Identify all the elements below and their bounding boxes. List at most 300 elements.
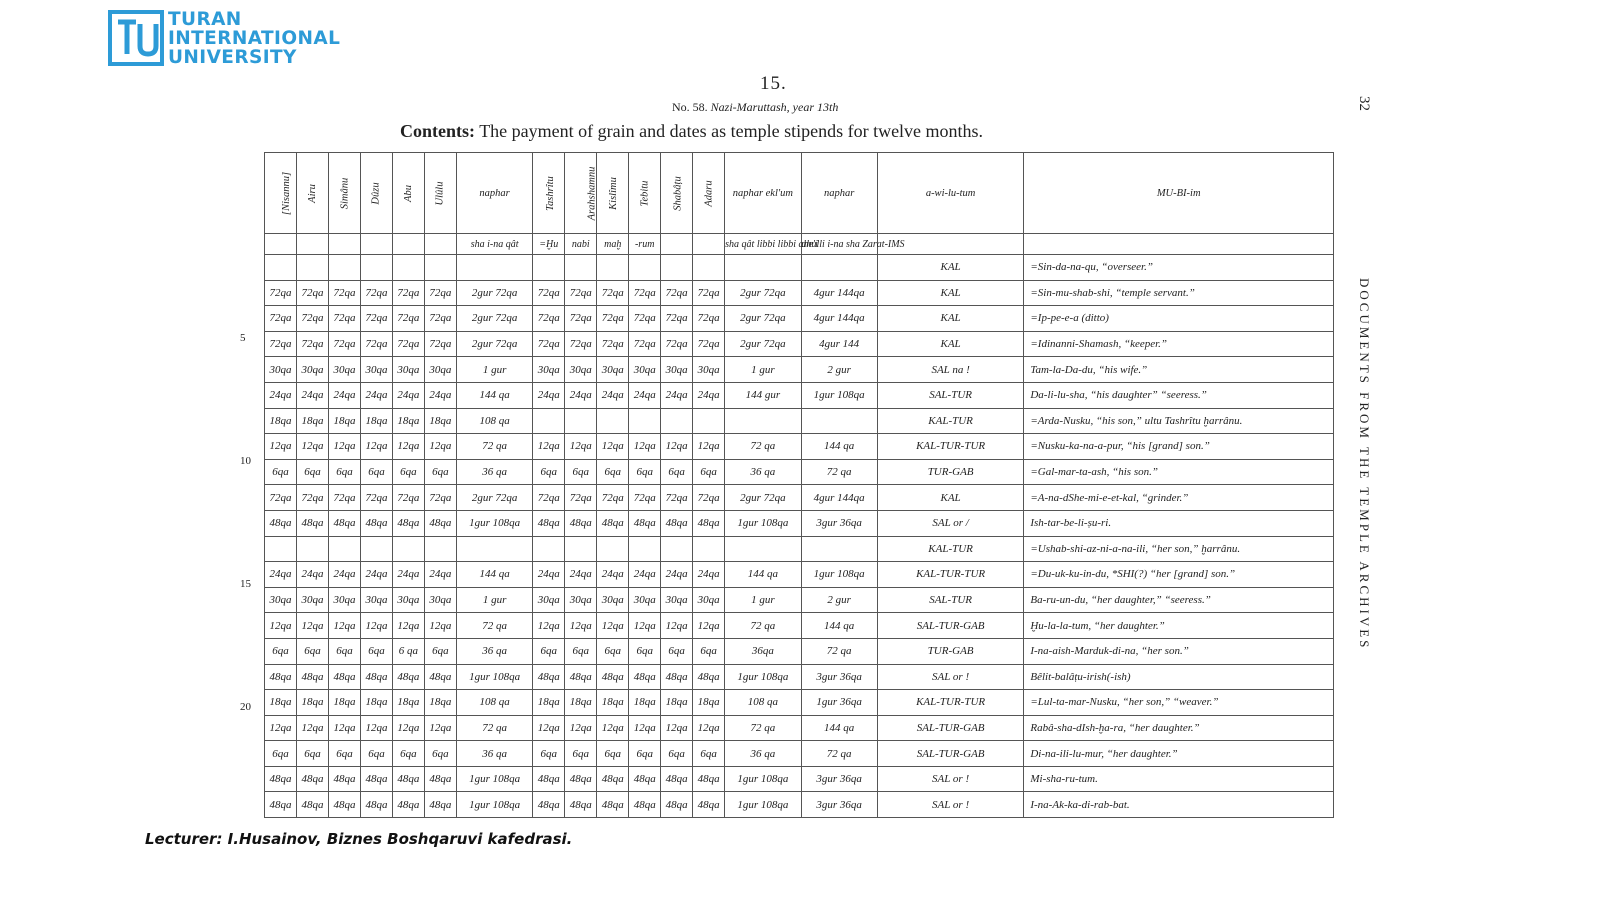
amount-cell xyxy=(328,255,360,281)
amount-cell: 72qa xyxy=(360,306,392,332)
subheader-row xyxy=(265,234,1334,255)
amount-cell xyxy=(456,536,532,562)
amount-cell: 24qa xyxy=(296,382,328,408)
amount-cell: 48qa xyxy=(661,510,693,536)
amount-cell xyxy=(533,255,565,281)
amount-cell xyxy=(629,536,661,562)
amount-cell: 48qa xyxy=(693,510,725,536)
amount-cell: 1 gur xyxy=(456,357,532,383)
amount-cell: 48qa xyxy=(265,766,297,792)
amount-cell: 48qa xyxy=(629,792,661,818)
amount-cell: 72 qa xyxy=(801,638,877,664)
side-running-title: DOCUMENTS FROM THE TEMPLE ARCHIVES xyxy=(1357,278,1372,651)
amount-cell: 30qa xyxy=(661,357,693,383)
amount-cell: 24qa xyxy=(360,562,392,588)
amount-cell: 12qa xyxy=(661,613,693,639)
contents-label: Contents: xyxy=(400,121,475,141)
amount-cell xyxy=(661,536,693,562)
amount-cell xyxy=(424,536,456,562)
column-header-label: Tashrîtu xyxy=(545,175,557,211)
amount-cell: 72qa xyxy=(296,331,328,357)
amount-cell xyxy=(424,255,456,281)
amount-cell: 48qa xyxy=(424,766,456,792)
amount-cell: 12qa xyxy=(629,715,661,741)
amount-cell: 6qa xyxy=(392,741,424,767)
amount-cell: 18qa xyxy=(629,690,661,716)
amount-cell: 1gur 108qa xyxy=(801,562,877,588)
table-row xyxy=(265,741,1334,767)
amount-cell: 18qa xyxy=(265,408,297,434)
amount-cell: 12qa xyxy=(328,715,360,741)
amount-cell: 72qa xyxy=(360,331,392,357)
amount-cell: 48qa xyxy=(296,766,328,792)
amount-cell xyxy=(533,536,565,562)
column-header xyxy=(328,153,360,234)
amount-cell: 12qa xyxy=(661,715,693,741)
amount-cell: 12qa xyxy=(693,715,725,741)
table-row xyxy=(265,638,1334,664)
amount-cell: 12qa xyxy=(265,715,297,741)
amount-cell: 1gur 108qa xyxy=(456,664,532,690)
amount-cell: 18qa xyxy=(565,690,597,716)
class-cell: SAL na ! xyxy=(877,357,1024,383)
amount-cell: 72 qa xyxy=(456,434,532,460)
amount-cell: 30qa xyxy=(296,357,328,383)
amount-cell: 24qa xyxy=(597,562,629,588)
amount-cell: 6qa xyxy=(328,638,360,664)
amount-cell: 18qa xyxy=(597,690,629,716)
amount-cell: 24qa xyxy=(693,382,725,408)
amount-cell: 48qa xyxy=(693,664,725,690)
amount-cell: 144 qa xyxy=(725,562,801,588)
amount-cell: 18qa xyxy=(265,690,297,716)
amount-cell: 72qa xyxy=(533,485,565,511)
amount-cell: 48qa xyxy=(360,510,392,536)
header-row xyxy=(265,153,1334,234)
amount-cell: 72qa xyxy=(661,485,693,511)
amount-cell: 30qa xyxy=(661,587,693,613)
amount-cell: 12qa xyxy=(533,434,565,460)
amount-cell: 6qa xyxy=(328,459,360,485)
person-cell: =Arda-Nusku, “his son,” ultu Tashrîtu ḫarrânu. xyxy=(1024,408,1334,434)
amount-cell: 30qa xyxy=(629,357,661,383)
amount-cell: 144 qa xyxy=(801,715,877,741)
person-cell: =A-na-dShe-mi-e-et-kal, “grinder.” xyxy=(1024,485,1334,511)
amount-cell: 24qa xyxy=(265,382,297,408)
column-header xyxy=(265,153,297,234)
column-subheader xyxy=(392,234,424,255)
amount-cell: 6qa xyxy=(296,459,328,485)
class-cell: KAL xyxy=(877,255,1024,281)
amount-cell: 6qa xyxy=(360,638,392,664)
amount-cell: 6qa xyxy=(533,459,565,485)
person-cell: =Sin-mu-shab-shi, “temple servant.” xyxy=(1024,280,1334,306)
amount-cell: 36 qa xyxy=(725,459,801,485)
amount-cell: 72 qa xyxy=(456,715,532,741)
amount-cell: 24qa xyxy=(597,382,629,408)
amount-cell: 1gur 108qa xyxy=(725,792,801,818)
amount-cell: 72qa xyxy=(629,280,661,306)
amount-cell: 24qa xyxy=(661,382,693,408)
doc-no-label: No. 58. xyxy=(672,100,708,114)
amount-cell: 6qa xyxy=(565,638,597,664)
column-header-label: MU-BI-im xyxy=(1156,187,1201,199)
amount-cell: 108 qa xyxy=(456,690,532,716)
amount-cell: 72qa xyxy=(296,485,328,511)
amount-cell: 48qa xyxy=(693,766,725,792)
amount-cell: 72 qa xyxy=(801,459,877,485)
amount-cell: 6qa xyxy=(360,459,392,485)
person-cell: =Ip-pe-e-a (ditto) xyxy=(1024,306,1334,332)
table-row xyxy=(265,485,1334,511)
amount-cell: 48qa xyxy=(597,766,629,792)
column-header-label: Dûzu xyxy=(370,181,382,205)
amount-cell: 24qa xyxy=(629,382,661,408)
line-number: 10 xyxy=(240,454,251,467)
amount-cell xyxy=(456,255,532,281)
amount-cell: 48qa xyxy=(424,792,456,818)
class-cell: KAL xyxy=(877,331,1024,357)
column-header-label: Adaru xyxy=(703,179,715,207)
column-header xyxy=(629,153,661,234)
column-subheader: -rum xyxy=(629,234,661,255)
amount-cell: 108 qa xyxy=(456,408,532,434)
amount-cell: 12qa xyxy=(296,434,328,460)
amount-cell: 24qa xyxy=(392,562,424,588)
amount-cell: 72qa xyxy=(661,331,693,357)
stipend-table xyxy=(264,152,1334,818)
logo-wordmark xyxy=(168,10,368,66)
page-number: 15. xyxy=(760,73,787,94)
amount-cell: 12qa xyxy=(629,613,661,639)
side-page-number: 32 xyxy=(1356,96,1372,111)
amount-cell: 48qa xyxy=(533,792,565,818)
amount-cell: 3gur 36qa xyxy=(801,792,877,818)
person-cell: Ḫu-la-la-tum, “her daughter.” xyxy=(1024,613,1334,639)
column-header-label: Arahshamnu xyxy=(586,166,598,220)
amount-cell: 30qa xyxy=(533,357,565,383)
column-header-label: Ulûlu xyxy=(434,181,446,205)
column-header xyxy=(693,153,725,234)
amount-cell: 1gur 108qa xyxy=(801,382,877,408)
amount-cell: 144 gur xyxy=(725,382,801,408)
amount-cell: 12qa xyxy=(328,613,360,639)
class-cell: SAL or / xyxy=(877,510,1024,536)
person-cell: =Gal-mar-ta-ash, “his son.” xyxy=(1024,459,1334,485)
amount-cell: 18qa xyxy=(533,690,565,716)
line-number: 20 xyxy=(240,700,251,713)
amount-cell: 48qa xyxy=(629,510,661,536)
column-header-label: Shabâṭu xyxy=(672,175,684,211)
column-header xyxy=(1024,153,1334,234)
amount-cell: 48qa xyxy=(392,792,424,818)
amount-cell: 12qa xyxy=(661,434,693,460)
amount-cell xyxy=(693,536,725,562)
amount-cell: 144 qa xyxy=(801,613,877,639)
amount-cell: 144 qa xyxy=(456,562,532,588)
class-cell: KAL xyxy=(877,306,1024,332)
amount-cell xyxy=(801,408,877,434)
amount-cell: 48qa xyxy=(565,766,597,792)
amount-cell: 18qa xyxy=(296,690,328,716)
column-header xyxy=(565,153,597,234)
amount-cell: 72qa xyxy=(533,280,565,306)
column-subheader xyxy=(328,234,360,255)
amount-cell: 48qa xyxy=(296,664,328,690)
amount-cell: 30qa xyxy=(629,587,661,613)
amount-cell: 48qa xyxy=(265,664,297,690)
amount-cell: 24qa xyxy=(629,562,661,588)
amount-cell: 6qa xyxy=(424,638,456,664)
column-subheader: sha qât libbi libbi ahe'i xyxy=(725,234,801,255)
amount-cell: 6qa xyxy=(565,459,597,485)
amount-cell: 24qa xyxy=(328,562,360,588)
class-cell: KAL xyxy=(877,280,1024,306)
column-subheader xyxy=(265,234,297,255)
column-header-label: Kislîmu xyxy=(608,176,620,210)
amount-cell xyxy=(725,255,801,281)
column-subheader xyxy=(360,234,392,255)
amount-cell: 12qa xyxy=(265,434,297,460)
class-cell: TUR-GAB xyxy=(877,638,1024,664)
lecturer-footer: Lecturer: I.Husainov, Biznes Boshqaruvi kafedrasi. xyxy=(145,830,573,848)
amount-cell: 12qa xyxy=(693,613,725,639)
amount-cell xyxy=(392,536,424,562)
table-row xyxy=(265,510,1334,536)
amount-cell: 30qa xyxy=(565,357,597,383)
amount-cell: 48qa xyxy=(265,510,297,536)
amount-cell: 18qa xyxy=(424,690,456,716)
amount-cell: 48qa xyxy=(296,510,328,536)
column-header xyxy=(533,153,565,234)
amount-cell xyxy=(801,255,877,281)
amount-cell: 30qa xyxy=(533,587,565,613)
document-number xyxy=(672,100,838,115)
amount-cell: 72qa xyxy=(296,280,328,306)
column-subheader xyxy=(1024,234,1334,255)
column-subheader: sha i-na qât xyxy=(456,234,532,255)
amount-cell: 72qa xyxy=(360,485,392,511)
column-subheader: ahulli i-na sha Zarat-IMS xyxy=(801,234,877,255)
amount-cell: 72qa xyxy=(392,331,424,357)
column-header-label: a-wi-lu-tum xyxy=(925,187,976,199)
amount-cell: 4gur 144 xyxy=(801,331,877,357)
amount-cell: 6qa xyxy=(693,459,725,485)
amount-cell: 72qa xyxy=(597,306,629,332)
amount-cell: 48qa xyxy=(328,792,360,818)
amount-cell: 30qa xyxy=(597,587,629,613)
amount-cell: 12qa xyxy=(392,434,424,460)
amount-cell: 72qa xyxy=(296,306,328,332)
column-header-label: naphar xyxy=(479,187,510,199)
amount-cell: 6qa xyxy=(533,638,565,664)
amount-cell: 6 qa xyxy=(392,638,424,664)
amount-cell: 30qa xyxy=(360,587,392,613)
person-cell: =Lul-ta-mar-Nusku, “her son,” “weaver.” xyxy=(1024,690,1334,716)
amount-cell: 12qa xyxy=(360,434,392,460)
column-header xyxy=(877,153,1024,234)
amount-cell: 24qa xyxy=(265,562,297,588)
column-header xyxy=(725,153,801,234)
amount-cell: 18qa xyxy=(392,408,424,434)
amount-cell: 36 qa xyxy=(456,459,532,485)
amount-cell: 4gur 144qa xyxy=(801,485,877,511)
amount-cell: 48qa xyxy=(296,792,328,818)
amount-cell: 72qa xyxy=(392,280,424,306)
amount-cell: 72qa xyxy=(360,280,392,306)
amount-cell: 72qa xyxy=(629,306,661,332)
amount-cell: 48qa xyxy=(360,766,392,792)
column-header-label: naphar xyxy=(824,187,855,199)
amount-cell: 24qa xyxy=(565,382,597,408)
amount-cell: 18qa xyxy=(328,408,360,434)
amount-cell xyxy=(661,408,693,434)
amount-cell: 48qa xyxy=(328,766,360,792)
person-cell: Ish-tar-be-li-ṣu-ri. xyxy=(1024,510,1334,536)
amount-cell: 6qa xyxy=(693,741,725,767)
stipend-table-container xyxy=(264,152,1334,818)
class-cell: SAL or ! xyxy=(877,664,1024,690)
column-subheader xyxy=(661,234,693,255)
table-row xyxy=(265,331,1334,357)
amount-cell: 48qa xyxy=(693,792,725,818)
amount-cell: 30qa xyxy=(424,587,456,613)
person-cell: Di-na-ili-lu-mur, “her daughter.” xyxy=(1024,741,1334,767)
amount-cell: 72qa xyxy=(661,280,693,306)
amount-cell: 6qa xyxy=(661,741,693,767)
amount-cell: 48qa xyxy=(533,664,565,690)
amount-cell xyxy=(597,408,629,434)
line-number: 15 xyxy=(240,577,251,590)
amount-cell: 108 qa xyxy=(725,690,801,716)
amount-cell: 4gur 144qa xyxy=(801,306,877,332)
amount-cell: 48qa xyxy=(360,792,392,818)
table-row xyxy=(265,690,1334,716)
person-cell: I-na-Ak-ka-di-rab-bat. xyxy=(1024,792,1334,818)
amount-cell: 1 gur xyxy=(725,587,801,613)
amount-cell: 6qa xyxy=(597,741,629,767)
amount-cell: 24qa xyxy=(392,382,424,408)
person-cell: =Ushab-shi-az-ni-a-na-ili, “her son,” ḫarrânu. xyxy=(1024,536,1334,562)
amount-cell: 36qa xyxy=(725,638,801,664)
amount-cell: 12qa xyxy=(565,434,597,460)
amount-cell: 48qa xyxy=(392,766,424,792)
amount-cell: 48qa xyxy=(565,664,597,690)
amount-cell: 48qa xyxy=(424,664,456,690)
amount-cell: 1gur 108qa xyxy=(725,664,801,690)
amount-cell: 3gur 36qa xyxy=(801,664,877,690)
table-row xyxy=(265,408,1334,434)
amount-cell: 72qa xyxy=(565,280,597,306)
amount-cell: 12qa xyxy=(265,613,297,639)
university-logo xyxy=(108,10,368,66)
amount-cell: 30qa xyxy=(693,357,725,383)
amount-cell: 48qa xyxy=(629,766,661,792)
column-header xyxy=(296,153,328,234)
table-row xyxy=(265,613,1334,639)
amount-cell: 72qa xyxy=(565,331,597,357)
amount-cell: 30qa xyxy=(424,357,456,383)
amount-cell xyxy=(597,255,629,281)
amount-cell: 48qa xyxy=(661,792,693,818)
logo-line-1: TURAN xyxy=(168,9,242,30)
amount-cell: 48qa xyxy=(265,792,297,818)
amount-cell: 12qa xyxy=(360,613,392,639)
table-row xyxy=(265,536,1334,562)
amount-cell: 6qa xyxy=(328,741,360,767)
column-header xyxy=(597,153,629,234)
person-cell: Bêlit-balâṭu-irish(-ish) xyxy=(1024,664,1334,690)
amount-cell xyxy=(725,408,801,434)
amount-cell: 6qa xyxy=(296,638,328,664)
table-row xyxy=(265,459,1334,485)
amount-cell: 2gur 72qa xyxy=(725,280,801,306)
amount-cell xyxy=(693,408,725,434)
logo-line-3: UNIVERSITY xyxy=(168,47,297,68)
amount-cell: 72qa xyxy=(328,485,360,511)
amount-cell: 30qa xyxy=(693,587,725,613)
amount-cell: 2 gur xyxy=(801,357,877,383)
amount-cell: 72qa xyxy=(424,306,456,332)
amount-cell: 18qa xyxy=(360,408,392,434)
amount-cell: 6qa xyxy=(661,638,693,664)
class-cell: SAL-TUR-GAB xyxy=(877,613,1024,639)
amount-cell: 48qa xyxy=(360,664,392,690)
amount-cell: 72qa xyxy=(533,331,565,357)
amount-cell: 6qa xyxy=(296,741,328,767)
column-header xyxy=(456,153,532,234)
amount-cell: 30qa xyxy=(360,357,392,383)
amount-cell: 72qa xyxy=(392,306,424,332)
table-row xyxy=(265,434,1334,460)
person-cell: =Nusku-ka-na-a-pur, “his [grand] son.” xyxy=(1024,434,1334,460)
person-cell: =Du-uk-ku-in-du, *SHI(?) “her [grand] son.” xyxy=(1024,562,1334,588)
amount-cell: 30qa xyxy=(328,587,360,613)
amount-cell: 6qa xyxy=(533,741,565,767)
amount-cell: 72qa xyxy=(392,485,424,511)
table-row xyxy=(265,792,1334,818)
amount-cell: 72qa xyxy=(597,485,629,511)
amount-cell: 1gur 108qa xyxy=(725,510,801,536)
amount-cell: 48qa xyxy=(565,792,597,818)
amount-cell: 30qa xyxy=(265,357,297,383)
amount-cell: 12qa xyxy=(597,613,629,639)
amount-cell: 48qa xyxy=(533,510,565,536)
amount-cell: 48qa xyxy=(629,664,661,690)
amount-cell: 72qa xyxy=(265,485,297,511)
logo-emblem-icon xyxy=(108,10,164,66)
amount-cell: 48qa xyxy=(597,664,629,690)
amount-cell: 48qa xyxy=(661,766,693,792)
amount-cell: 72qa xyxy=(661,306,693,332)
amount-cell xyxy=(725,536,801,562)
logo-line-2: INTERNATIONAL xyxy=(168,28,341,49)
amount-cell: 24qa xyxy=(533,382,565,408)
class-cell: KAL xyxy=(877,485,1024,511)
amount-cell: 6qa xyxy=(597,638,629,664)
amount-cell: 6qa xyxy=(629,638,661,664)
amount-cell: 72qa xyxy=(629,485,661,511)
amount-cell: 18qa xyxy=(296,408,328,434)
class-cell: SAL or ! xyxy=(877,792,1024,818)
amount-cell: 48qa xyxy=(424,510,456,536)
amount-cell: 30qa xyxy=(597,357,629,383)
amount-cell xyxy=(629,408,661,434)
person-cell: Da-li-lu-sha, “his daughter” “seeress.” xyxy=(1024,382,1334,408)
amount-cell: 12qa xyxy=(424,434,456,460)
amount-cell: 72qa xyxy=(424,331,456,357)
class-cell: SAL-TUR xyxy=(877,382,1024,408)
